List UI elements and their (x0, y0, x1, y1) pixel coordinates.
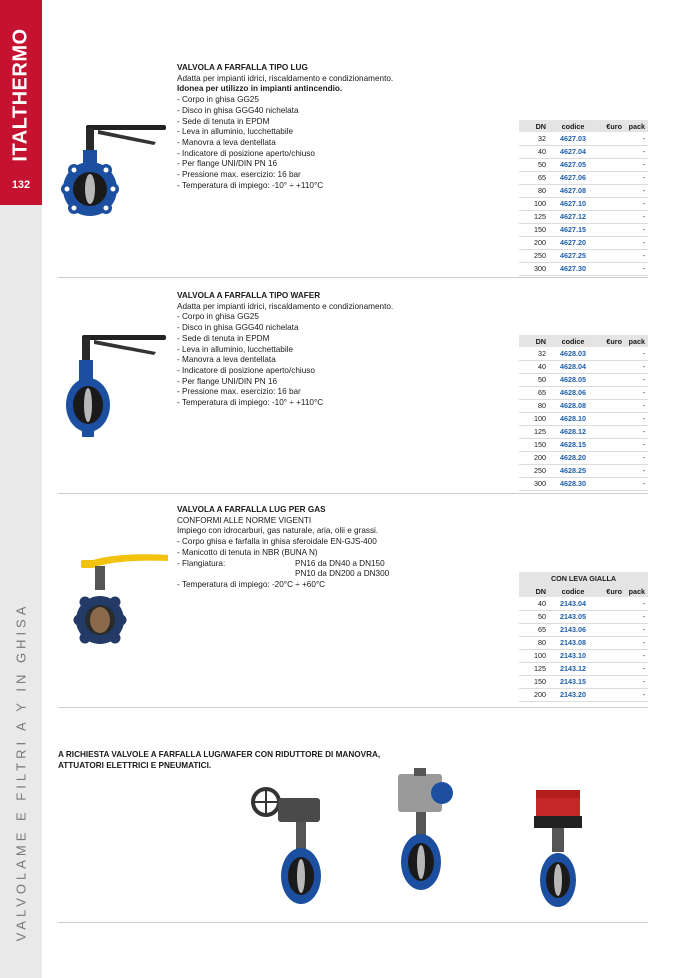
table-row (519, 662, 648, 675)
table-caption: CON LEVA GIALLA (519, 572, 648, 585)
feature-item: - Per flange UNI/DIN PN 16 (177, 376, 278, 386)
cell-pack: - (625, 623, 648, 636)
cell-pack: - (625, 360, 648, 373)
cell-dn: 200 (519, 688, 549, 701)
feature-item: - Disco in ghisa GGG40 nichelata (177, 105, 299, 115)
cell-dn: 65 (519, 386, 549, 399)
cell-code: 4628.15 (549, 438, 597, 451)
cell-dn: 100 (519, 412, 549, 425)
cell-dn: 150 (519, 438, 549, 451)
cell-euro (597, 412, 625, 425)
cell-pack: - (625, 636, 648, 649)
feature-list (177, 537, 389, 558)
section-divider (58, 493, 648, 494)
cell-euro (597, 649, 625, 662)
table-row (519, 347, 648, 360)
cell-pack: - (625, 223, 648, 236)
cell-dn: 125 (519, 210, 549, 223)
cell-dn: 50 (519, 158, 549, 171)
feature-item: - Sede di tenuta in EPDM (177, 116, 270, 126)
cell-euro (597, 688, 625, 701)
cell-code: 4628.03 (549, 347, 597, 360)
table-row (519, 610, 648, 623)
cell-dn: 150 (519, 675, 549, 688)
table-row (519, 184, 648, 197)
cell-pack: - (625, 158, 648, 171)
cell-code: 4628.06 (549, 386, 597, 399)
section-divider (58, 277, 648, 278)
product-title: VALVOLA A FARFALLA TIPO WAFER (177, 291, 321, 300)
cell-pack: - (625, 373, 648, 386)
header-pack: pack (625, 335, 648, 347)
cell-dn: 80 (519, 184, 549, 197)
header-code: codice (549, 120, 597, 132)
feature-item: - Indicatore di posizione aperto/chiuso (177, 365, 315, 375)
cell-code: 2143.20 (549, 688, 597, 701)
cell-dn: 50 (519, 373, 549, 386)
cell-euro (597, 360, 625, 373)
category-label: VALVOLAME E FILTRI A Y IN GHISA (13, 602, 29, 942)
cell-euro (597, 464, 625, 477)
table-row (519, 373, 648, 386)
cell-dn: 40 (519, 145, 549, 158)
table-row (519, 451, 648, 464)
cell-pack: - (625, 236, 648, 249)
wafer-valve-illustration (58, 332, 170, 440)
cell-dn: 80 (519, 399, 549, 412)
cell-code: 4627.12 (549, 210, 597, 223)
cell-code: 4628.04 (549, 360, 597, 373)
cell-euro (597, 399, 625, 412)
cell-pack: - (625, 675, 648, 688)
cell-code: 2143.08 (549, 636, 597, 649)
sidebar (0, 0, 42, 978)
feature-item: - Pressione max. esercizio: 16 bar (177, 170, 301, 180)
cell-dn: 300 (519, 262, 549, 275)
feature-item: - Corpo ghisa e farfalla in ghisa sferoidale EN-GJS-400 (177, 537, 377, 547)
gas-description (177, 505, 389, 591)
cell-code: 4627.03 (549, 132, 597, 145)
feature-item: - Manicotto di tenuta in NBR (BUNA N) (177, 547, 318, 557)
header-dn: DN (519, 585, 549, 597)
lug-price-table (519, 120, 648, 276)
cell-code: 4628.05 (549, 373, 597, 386)
product-intro: Impiego con idrocarburi, gas naturale, aria, olii e grassi. (177, 526, 379, 536)
cell-euro (597, 675, 625, 688)
cell-code: 4627.30 (549, 262, 597, 275)
cell-pack: - (625, 132, 648, 145)
cell-code: 4627.05 (549, 158, 597, 171)
feature-item: - Per flange UNI/DIN PN 16 (177, 159, 278, 169)
product-lug-gas (58, 502, 648, 706)
table-row (519, 197, 648, 210)
section-divider (58, 707, 648, 708)
table-row (519, 412, 648, 425)
cell-code: 4628.08 (549, 399, 597, 412)
header-euro: €uro (597, 335, 625, 347)
cell-pack: - (625, 262, 648, 275)
cell-dn: 125 (519, 425, 549, 438)
cell-euro (597, 347, 625, 360)
brand-logo: ITALTHERMO (9, 28, 32, 162)
cell-euro (597, 636, 625, 649)
lug-valve-illustration (58, 122, 170, 222)
cell-euro (597, 262, 625, 275)
cell-dn: 40 (519, 360, 549, 373)
flange-value: PN16 da DN40 a DN150 (295, 558, 385, 568)
electric-actuator-valve-illustration (528, 786, 598, 912)
table-row (519, 477, 648, 490)
cell-dn: 32 (519, 132, 549, 145)
cell-euro (597, 223, 625, 236)
header-code: codice (549, 335, 597, 347)
table-row (519, 597, 648, 610)
table-row (519, 399, 648, 412)
table-row (519, 223, 648, 236)
product-title: VALVOLA A FARFALLA TIPO LUG (177, 63, 308, 72)
feature-item: - Leva in alluminio, lucchettabile (177, 344, 294, 354)
feature-item: - Manovra a leva dentellata (177, 137, 276, 147)
cell-dn: 250 (519, 464, 549, 477)
cell-code: 4627.25 (549, 249, 597, 262)
cell-pack: - (625, 171, 648, 184)
cell-pack: - (625, 477, 648, 490)
table-header-row (519, 120, 648, 132)
note-line-2: ATTUATORI ELETTRICI E PNEUMATICI. (58, 761, 212, 770)
cell-pack: - (625, 688, 648, 701)
cell-dn: 40 (519, 597, 549, 610)
cell-euro (597, 373, 625, 386)
cell-euro (597, 197, 625, 210)
product-subtitle: Adatta per impianti idrici, riscaldamento e condizionamento. (177, 301, 394, 311)
cell-pack: - (625, 464, 648, 477)
cell-code: 2143.06 (549, 623, 597, 636)
cell-pack: - (625, 597, 648, 610)
cell-dn: 80 (519, 636, 549, 649)
cell-dn: 300 (519, 477, 549, 490)
cell-code: 2143.05 (549, 610, 597, 623)
cell-code: 2143.04 (549, 597, 597, 610)
brand-box (0, 0, 42, 205)
cell-code: 2143.15 (549, 675, 597, 688)
cell-dn: 100 (519, 197, 549, 210)
product-subtitle: CONFORMI ALLE NORME VIGENTI (177, 515, 312, 525)
product-title: VALVOLA A FARFALLA LUG PER GAS (177, 505, 326, 514)
table-caption-row (519, 572, 648, 585)
cell-pack: - (625, 399, 648, 412)
cell-euro (597, 597, 625, 610)
cell-euro (597, 132, 625, 145)
table-row (519, 145, 648, 158)
table-row (519, 675, 648, 688)
flange-value: PN10 da DN200 a DN300 (295, 569, 390, 579)
wafer-price-table (519, 335, 648, 491)
cell-code: 4627.20 (549, 236, 597, 249)
table-row (519, 210, 648, 223)
cell-euro (597, 477, 625, 490)
cell-euro (597, 662, 625, 675)
cell-euro (597, 184, 625, 197)
flange-label: - Flangiatura: (177, 558, 226, 568)
cell-code: 4627.08 (549, 184, 597, 197)
cell-euro (597, 425, 625, 438)
feature-item: - Corpo in ghisa GG25 (177, 312, 259, 322)
feature-item: - Manovra a leva dentellata (177, 355, 276, 365)
cell-pack: - (625, 145, 648, 158)
on-request-note (58, 749, 380, 771)
cell-code: 4628.12 (549, 425, 597, 438)
cell-pack: - (625, 210, 648, 223)
table-row (519, 623, 648, 636)
cell-pack: - (625, 425, 648, 438)
cell-euro (597, 623, 625, 636)
cell-euro (597, 158, 625, 171)
product-subtitle: Adatta per impianti idrici, riscaldamento e condizionamento. (177, 73, 394, 83)
table-row (519, 158, 648, 171)
cell-code: 4628.20 (549, 451, 597, 464)
cell-euro (597, 145, 625, 158)
cell-pack: - (625, 197, 648, 210)
flange-row (177, 569, 389, 580)
header-euro: €uro (597, 120, 625, 132)
header-dn: DN (519, 335, 549, 347)
cell-euro (597, 210, 625, 223)
header-pack: pack (625, 585, 648, 597)
lug-description (177, 63, 393, 191)
flange-row (177, 559, 389, 570)
cell-pack: - (625, 649, 648, 662)
table-row (519, 236, 648, 249)
table-header-row (519, 585, 648, 597)
section-divider (58, 922, 648, 923)
cell-dn: 65 (519, 171, 549, 184)
gear-operated-valve-illustration (248, 784, 328, 910)
cell-euro (597, 171, 625, 184)
header-pack: pack (625, 120, 648, 132)
header-dn: DN (519, 120, 549, 132)
cell-pack: - (625, 347, 648, 360)
cell-dn: 200 (519, 236, 549, 249)
wafer-description (177, 291, 393, 409)
feature-item: - Pressione max. esercizio: 16 bar (177, 387, 301, 397)
cell-pack: - (625, 610, 648, 623)
product-wafer (58, 288, 648, 491)
feature-item: - Disco in ghisa GGG40 nichelata (177, 323, 299, 333)
product-lug (58, 60, 648, 275)
table-row (519, 132, 648, 145)
cell-pack: - (625, 386, 648, 399)
cell-pack: - (625, 412, 648, 425)
header-euro: €uro (597, 585, 625, 597)
feature-item: - Indicatore di posizione aperto/chiuso (177, 148, 315, 158)
cell-pack: - (625, 249, 648, 262)
cell-euro (597, 236, 625, 249)
cell-dn: 200 (519, 451, 549, 464)
table-row (519, 171, 648, 184)
cell-pack: - (625, 184, 648, 197)
cell-dn: 150 (519, 223, 549, 236)
table-row (519, 425, 648, 438)
cell-dn: 100 (519, 649, 549, 662)
table-row (519, 360, 648, 373)
cell-code: 4627.04 (549, 145, 597, 158)
cell-code: 4628.30 (549, 477, 597, 490)
feature-item: - Leva in alluminio, lucchettabile (177, 127, 294, 137)
feature-item: - Temperatura di impiego: -10° ÷ +110°C (177, 398, 324, 408)
table-header-row (519, 335, 648, 347)
cell-pack: - (625, 451, 648, 464)
table-row (519, 649, 648, 662)
feature-list (177, 312, 393, 408)
cell-pack: - (625, 438, 648, 451)
cell-euro (597, 610, 625, 623)
cell-code: 4628.10 (549, 412, 597, 425)
cell-code: 4627.06 (549, 171, 597, 184)
temperature-text: - Temperatura di impiego: -20°C ÷ +60°C (177, 579, 326, 589)
cell-euro (597, 438, 625, 451)
cell-euro (597, 249, 625, 262)
cell-euro (597, 386, 625, 399)
feature-list (177, 95, 393, 191)
page-number: 132 (11, 179, 31, 191)
table-row (519, 464, 648, 477)
cell-code: 2143.10 (549, 649, 597, 662)
table-row (519, 438, 648, 451)
gas-price-table (519, 572, 648, 702)
cell-dn: 50 (519, 610, 549, 623)
cell-code: 4628.25 (549, 464, 597, 477)
cell-code: 2143.12 (549, 662, 597, 675)
cell-code: 4627.10 (549, 197, 597, 210)
gas-valve-illustration (73, 550, 173, 650)
cell-dn: 65 (519, 623, 549, 636)
table-row (519, 688, 648, 701)
feature-item: - Corpo in ghisa GG25 (177, 95, 259, 105)
pneumatic-actuator-valve-illustration (390, 768, 462, 894)
cell-dn: 32 (519, 347, 549, 360)
table-row (519, 386, 648, 399)
cell-dn: 125 (519, 662, 549, 675)
table-row (519, 636, 648, 649)
product-highlight: Idonea per utilizzo in impianti antincendio. (177, 84, 343, 94)
cell-dn: 250 (519, 249, 549, 262)
header-code: codice (549, 585, 597, 597)
table-row (519, 262, 648, 275)
feature-item: - Sede di tenuta in EPDM (177, 333, 270, 343)
table-row (519, 249, 648, 262)
note-line-1: A RICHIESTA VALVOLE A FARFALLA LUG/WAFER CON RIDUTTORE DI MANOVRA, (58, 750, 381, 759)
cell-pack: - (625, 662, 648, 675)
cell-euro (597, 451, 625, 464)
feature-item: - Temperatura di impiego: -10° ÷ +110°C (177, 180, 324, 190)
cell-code: 4627.15 (549, 223, 597, 236)
